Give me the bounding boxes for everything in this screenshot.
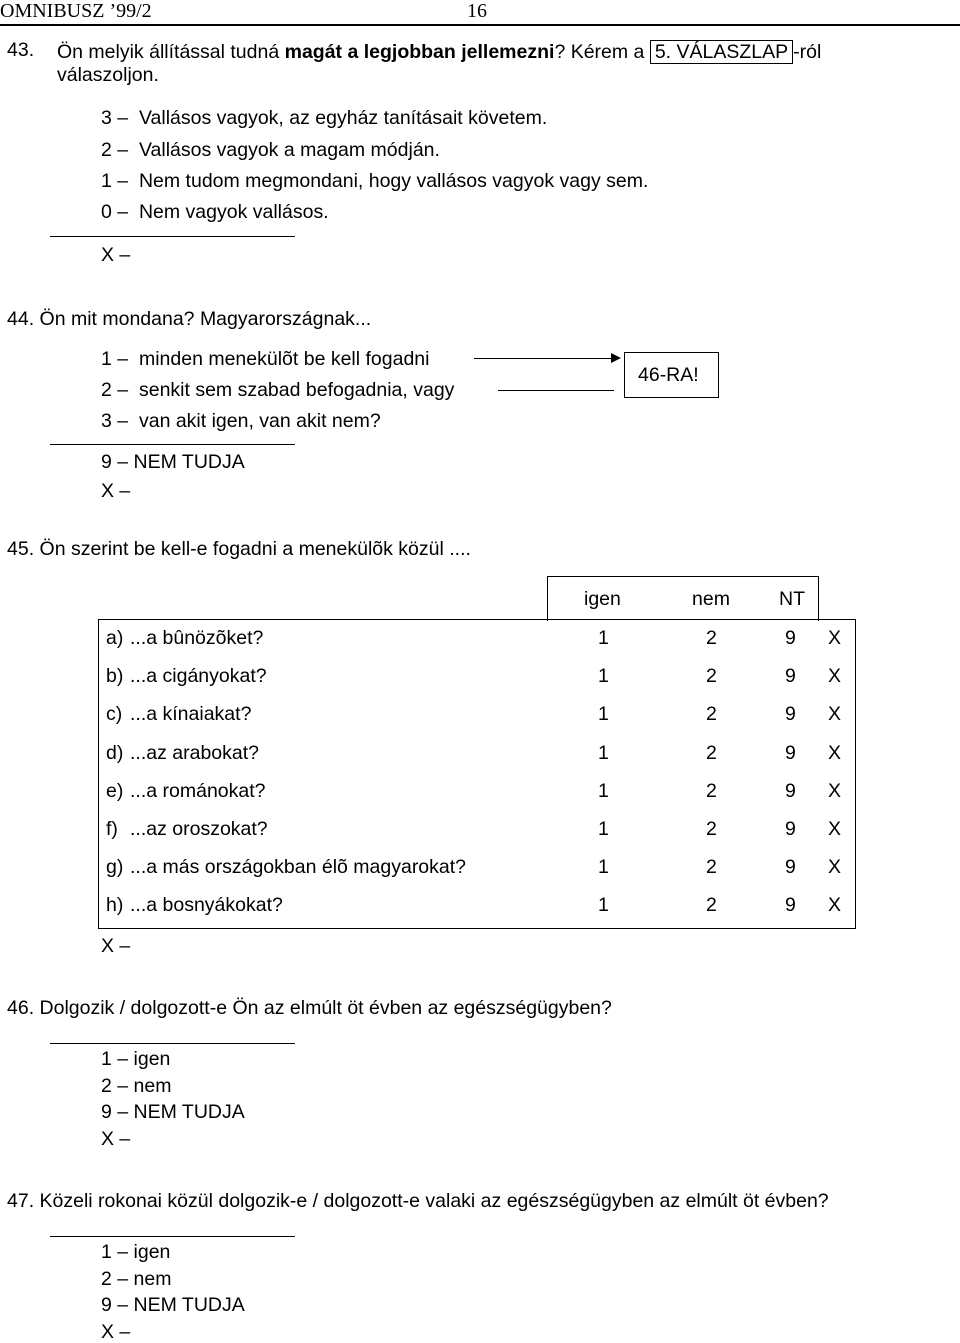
skip-arrow-line-2	[498, 390, 614, 391]
q43-option-2[interactable]: 2 – Vallásos vagyok a magam módján.	[101, 139, 440, 161]
answer-igen[interactable]: 1	[598, 665, 609, 687]
option-code: 3	[101, 410, 112, 432]
q43-text	[57, 41, 821, 64]
row-letter: f)	[106, 818, 118, 840]
option-code: 1	[101, 348, 112, 370]
skip-arrow-line-1	[474, 358, 612, 359]
q46-divider	[50, 1043, 295, 1044]
q44-skip-label: 46-RA!	[638, 364, 699, 386]
q45-col-igen: igen	[584, 588, 621, 610]
answer-nem[interactable]: 2	[706, 894, 717, 916]
answer-nem[interactable]: 2	[706, 703, 717, 725]
q47-option-x[interactable]: X –	[101, 1321, 131, 1343]
answer-x[interactable]: X	[828, 665, 842, 687]
q43-text-a: Ön melyik állítással tudná	[57, 41, 285, 63]
answer-nt[interactable]: 9	[785, 780, 796, 802]
answer-nem[interactable]: 2	[706, 665, 717, 687]
q43-text-b: ? Kérem a	[554, 41, 650, 63]
arrowhead-right-icon	[611, 353, 621, 363]
row-label: ...a kínaiakat?	[130, 703, 252, 725]
answer-x[interactable]: X	[828, 818, 842, 840]
option-code: 1	[101, 170, 112, 192]
q46-option-2[interactable]: 2 – nem	[101, 1075, 172, 1097]
q45-col-nem: nem	[692, 588, 730, 610]
q45-column-header	[547, 576, 819, 621]
row-letter: d)	[106, 742, 124, 764]
answer-x[interactable]: X	[828, 627, 842, 649]
answer-x[interactable]: X	[828, 703, 842, 725]
answer-x[interactable]: X	[828, 780, 842, 802]
q43-text-line2: válaszoljon.	[57, 64, 159, 86]
answer-nem[interactable]: 2	[706, 818, 717, 840]
option-code: 0	[101, 201, 112, 223]
q45-col-nt: NT	[779, 588, 805, 610]
q46-text: 46. Dolgozik / dolgozott-e Ön az elmúlt öt évben az egészségügyben?	[7, 997, 612, 1019]
row-label: ...a más országokban élõ magyarokat?	[130, 856, 467, 878]
q43-text-bold: magát a legjobban jellemezni	[284, 41, 555, 63]
row-letter: h)	[106, 894, 124, 916]
answer-nt[interactable]: 9	[785, 742, 796, 764]
option-label: senkit sem szabad befogadnia, vagy	[138, 379, 455, 401]
answer-x[interactable]: X	[828, 856, 842, 878]
q44-option-3[interactable]: 3 – van akit igen, van akit nem?	[101, 410, 381, 432]
answer-igen[interactable]: 1	[598, 703, 609, 725]
q46-option-x[interactable]: X –	[101, 1128, 131, 1150]
q47-option-1[interactable]: 1 – igen	[101, 1241, 171, 1263]
row-label: ...az arabokat?	[130, 742, 259, 764]
option-code: 2	[101, 139, 112, 161]
option-code: 3	[101, 107, 112, 129]
answer-nem[interactable]: 2	[706, 742, 717, 764]
answer-nt[interactable]: 9	[785, 627, 796, 649]
answer-x[interactable]: X	[828, 894, 842, 916]
q43-option-1[interactable]: 1 – Nem tudom megmondani, hogy vallásos vagyok vagy sem.	[101, 170, 649, 192]
q46-option-9[interactable]: 9 – NEM TUDJA	[101, 1101, 245, 1123]
q43-option-3[interactable]: 3 – Vallásos vagyok, az egyház tanításait követem.	[101, 107, 548, 129]
header-divider	[0, 24, 960, 26]
q44-text: 44. Ön mit mondana? Magyarországnak...	[7, 308, 372, 330]
row-label: ...a románokat?	[130, 780, 266, 802]
q44-option-2[interactable]: 2 – senkit sem szabad befogadnia, vagy	[101, 379, 455, 401]
q47-option-2[interactable]: 2 – nem	[101, 1268, 172, 1290]
row-label: ...az oroszokat?	[130, 818, 268, 840]
q43-divider	[50, 236, 295, 237]
q44-option-1[interactable]: 1 – minden menekülõt be kell fogadni	[101, 348, 430, 370]
row-letter: b)	[106, 665, 124, 687]
row-letter: c)	[106, 703, 123, 725]
running-header-title: OMNIBUSZ ’99/2	[0, 0, 152, 22]
option-label: Vallásos vagyok a magam módján.	[138, 139, 440, 161]
answer-nem[interactable]: 2	[706, 627, 717, 649]
option-label: Nem tudom megmondani, hogy vallásos vagyok vagy sem.	[138, 170, 649, 192]
answer-nt[interactable]: 9	[785, 703, 796, 725]
answer-igen[interactable]: 1	[598, 627, 609, 649]
option-label: Nem vagyok vallásos.	[138, 201, 329, 223]
row-label: ...a bosnyákokat?	[130, 894, 283, 916]
row-label: ...a cigányokat?	[130, 665, 267, 687]
answer-igen[interactable]: 1	[598, 742, 609, 764]
q44-divider	[50, 444, 295, 445]
option-label: van akit igen, van akit nem?	[138, 410, 381, 432]
answer-nem[interactable]: 2	[706, 780, 717, 802]
answer-nt[interactable]: 9	[785, 665, 796, 687]
row-letter: e)	[106, 780, 124, 802]
answer-igen[interactable]: 1	[598, 894, 609, 916]
answer-igen[interactable]: 1	[598, 818, 609, 840]
q44-option-9[interactable]: 9 – NEM TUDJA	[101, 451, 245, 473]
q43-option-x[interactable]: X –	[101, 244, 131, 266]
option-code: 2	[101, 379, 112, 401]
option-label: Vallásos vagyok, az egyház tanításait követem.	[138, 107, 548, 129]
answer-x[interactable]: X	[828, 742, 842, 764]
page-number: 16	[467, 0, 487, 22]
q44-skip-box	[624, 352, 719, 398]
answer-nem[interactable]: 2	[706, 856, 717, 878]
row-label: ...a bûnözõket?	[130, 627, 264, 649]
answer-nt[interactable]: 9	[785, 856, 796, 878]
q43-number: 43.	[7, 39, 35, 61]
q45-text: 45. Ön szerint be kell-e fogadni a menekülõk közül ....	[7, 538, 471, 560]
q44-option-x[interactable]: X –	[101, 480, 131, 502]
q45-option-x[interactable]: X –	[101, 935, 131, 957]
q47-divider	[50, 1236, 295, 1237]
q46-option-1[interactable]: 1 – igen	[101, 1048, 171, 1070]
q43-text-c: -ról	[793, 41, 822, 63]
q43-option-0[interactable]: 0 – Nem vagyok vallásos.	[101, 201, 329, 223]
answer-igen[interactable]: 1	[598, 856, 609, 878]
answer-nt[interactable]: 9	[785, 894, 796, 916]
q47-option-9[interactable]: 9 – NEM TUDJA	[101, 1294, 245, 1316]
row-letter: a)	[106, 627, 124, 649]
option-label: minden menekülõt be kell fogadni	[138, 348, 430, 370]
q43-card-reference: 5. VÁLASZLAP	[650, 40, 793, 64]
answer-igen[interactable]: 1	[598, 780, 609, 802]
q47-text: 47. Közeli rokonai közül dolgozik-e / dolgozott-e valaki az egészségügyben az elmúlt öt évben?	[7, 1190, 829, 1212]
row-letter: g)	[106, 856, 124, 878]
answer-nt[interactable]: 9	[785, 818, 796, 840]
